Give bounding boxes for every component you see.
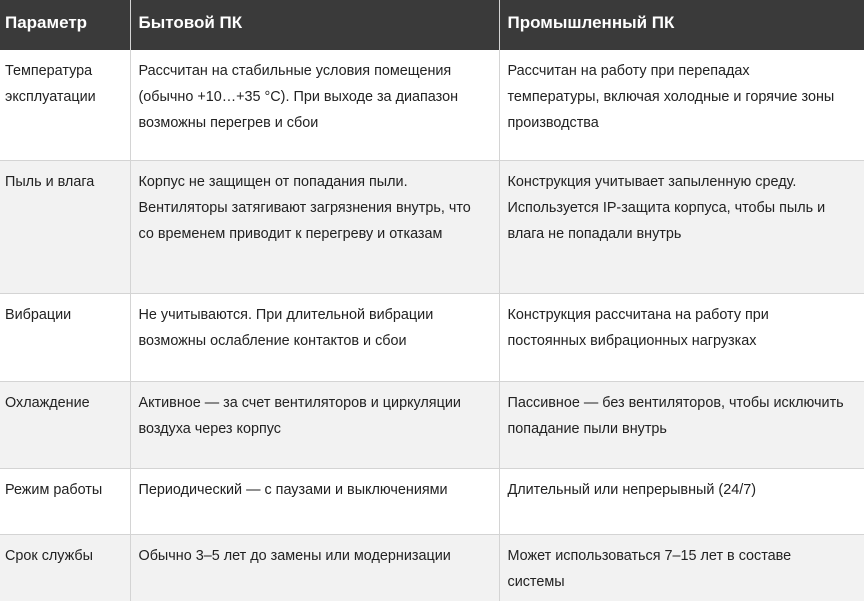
cell-line: Не учитываются. При длительной вибрации [138, 306, 434, 323]
cell-home-pc [130, 293, 499, 381]
header-row [0, 0, 864, 50]
cell-home-pc [130, 381, 499, 468]
cell-line: (обычно +10…+35 °C). При выходе за диапазон [138, 89, 459, 105]
cell-line: системы [507, 573, 565, 590]
cell-line: Температура [5, 63, 93, 79]
cell-line: влага не попадали внутрь [507, 225, 682, 242]
cell-line: Вибрации [5, 306, 72, 323]
cell-line: Режим работы [5, 481, 103, 498]
cell-home-pc [130, 468, 499, 534]
table-row [0, 534, 864, 601]
cell-line: Активное — за счет вентиляторов и циркуляции [138, 394, 461, 411]
cell-parameter [0, 534, 130, 601]
cell-line: Охлаждение [5, 394, 90, 411]
header-industrial-pc: Промышленный ПК [499, 0, 864, 50]
header-home-pc: Бытовой ПК [130, 0, 499, 50]
cell-parameter [0, 160, 130, 293]
table-body [0, 50, 864, 601]
cell-line: воздуха через корпус [138, 420, 282, 437]
cell-industrial-pc [499, 381, 864, 468]
cell-line: возможны ослабление контактов и сбои [138, 332, 407, 349]
cell-industrial-pc [499, 160, 864, 293]
cell-line: Пыль и влага [5, 173, 95, 190]
table-row [0, 293, 864, 381]
cell-line: эксплуатации [5, 89, 96, 105]
cell-line: Может использоваться 7–15 лет в составе [507, 547, 792, 564]
cell-line: Длительный или непрерывный (24/7) [507, 481, 756, 498]
cell-line: Корпус не защищен от попадания пыли. [138, 173, 408, 190]
cell-line: Рассчитан на работу при перепадах [507, 63, 750, 79]
cell-home-pc [130, 534, 499, 601]
cell-line: со временем приводит к перегреву и отказам [138, 225, 443, 242]
cell-home-pc [130, 50, 499, 160]
table-row [0, 160, 864, 293]
table-header [0, 0, 864, 50]
cell-industrial-pc [499, 534, 864, 601]
cell-parameter [0, 468, 130, 534]
cell-line: Пассивное — без вентиляторов, чтобы исключить [507, 394, 844, 411]
cell-line: Вентиляторы затягивают загрязнения внутрь, что [138, 199, 471, 216]
table-row [0, 50, 864, 160]
table-row [0, 468, 864, 534]
cell-line: Конструкция рассчитана на работу при [507, 306, 769, 323]
cell-industrial-pc [499, 50, 864, 160]
cell-line: Срок службы [5, 547, 94, 564]
cell-parameter [0, 381, 130, 468]
cell-industrial-pc [499, 468, 864, 534]
cell-parameter [0, 293, 130, 381]
cell-line: Обычно 3–5 лет до замены или модернизации [138, 547, 451, 564]
cell-home-pc [130, 160, 499, 293]
cell-industrial-pc [499, 293, 864, 381]
cell-line: возможны перегрев и сбои [138, 115, 319, 131]
cell-line: Периодический — с паузами и выключениями [138, 481, 448, 498]
header-parameter: Параметр [0, 0, 130, 50]
cell-line: попадание пыли внутрь [507, 420, 667, 437]
cell-line: Конструкция учитывает запыленную среду. [507, 173, 797, 190]
cell-parameter [0, 50, 130, 160]
cell-line: постоянных вибрационных нагрузках [507, 332, 757, 349]
cell-line: Используется IP-защита корпуса, чтобы пыль и [507, 199, 826, 216]
cell-line: производства [507, 115, 599, 131]
cell-line: температуры, включая холодные и горячие зоны [507, 89, 835, 105]
table-row [0, 381, 864, 468]
cell-line: Рассчитан на стабильные условия помещения [138, 63, 452, 79]
